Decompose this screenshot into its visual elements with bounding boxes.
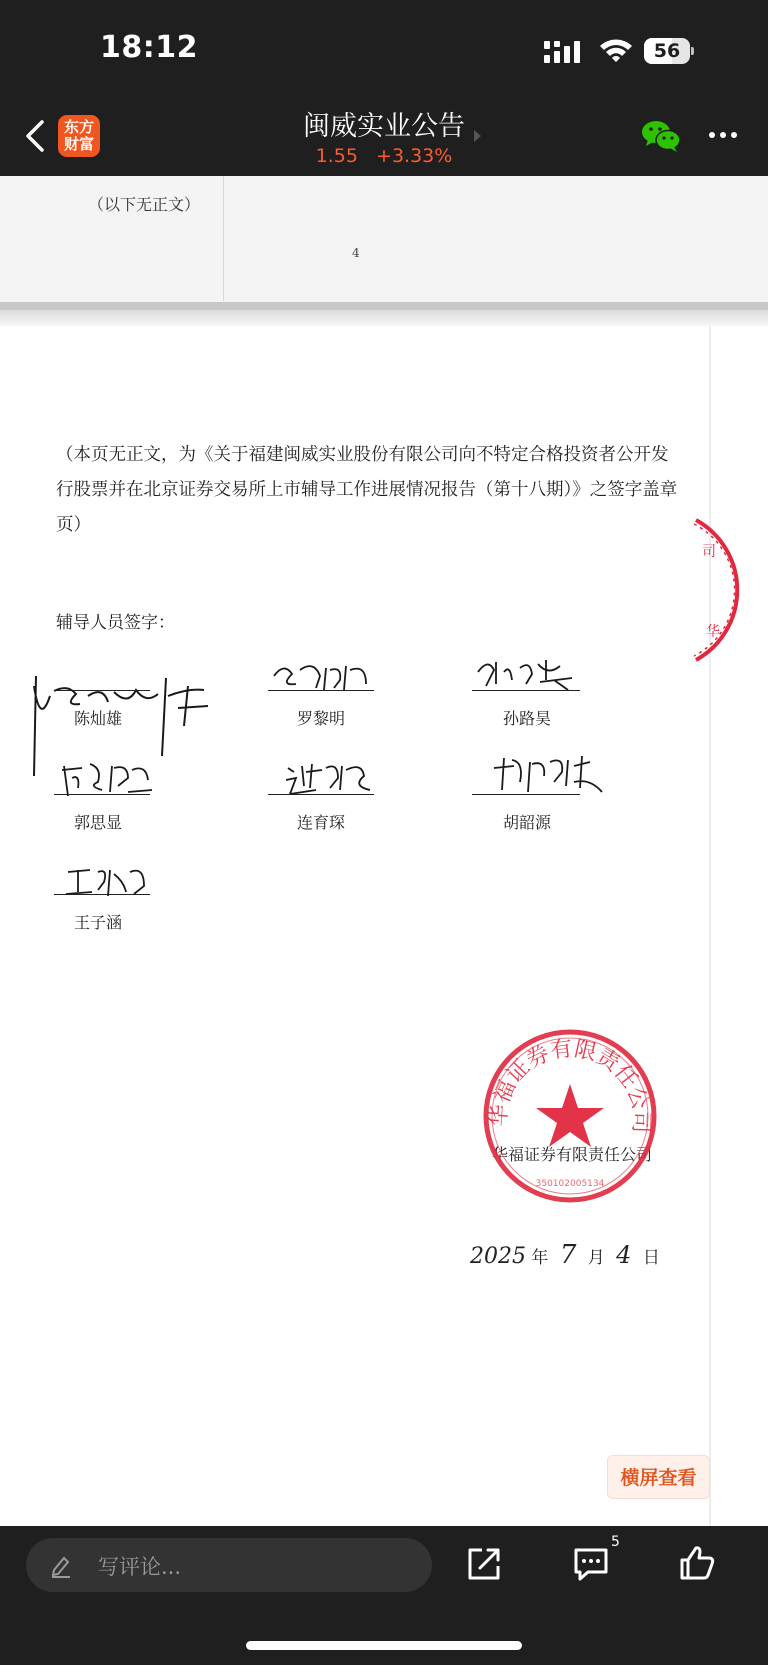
seal-text: 华福证券有限责任公司 — [486, 1036, 654, 1134]
signer-name-2: 罗黎明 — [296, 709, 345, 728]
page-divider-shadow — [0, 310, 768, 326]
home-indicator[interactable] — [246, 1641, 522, 1650]
page-title: 闽威实业公告 — [303, 111, 465, 142]
date-day: 4 — [616, 1241, 632, 1269]
comment-icon[interactable] — [572, 1546, 610, 1582]
page-number: 4 — [352, 246, 360, 260]
signer-name-6: 胡韶源 — [502, 813, 551, 832]
signature-scribble-6 — [490, 752, 610, 800]
comment-input[interactable] — [26, 1538, 432, 1592]
company-name: 华福证券有限责任公司 — [492, 1145, 653, 1164]
signature-label: 辅导人员签字： — [56, 613, 175, 633]
app-logo[interactable]: 东方 财富 — [58, 115, 100, 157]
seal-stamp-edge — [690, 516, 768, 806]
signature-line-6 — [472, 794, 580, 795]
top-bar — [0, 0, 768, 176]
edit-icon — [48, 1552, 74, 1578]
signature-line-3 — [472, 690, 580, 691]
stock-change: +3.33% — [376, 145, 453, 167]
signature-line-2 — [268, 690, 374, 691]
signature-line-7 — [54, 894, 150, 895]
signature-scribble-7 — [64, 862, 154, 902]
wechat-icon[interactable] — [640, 118, 682, 154]
signature-line-4 — [54, 794, 150, 795]
signer-name-7: 王子涵 — [73, 913, 122, 932]
more-icon[interactable] — [706, 118, 740, 152]
signer-name-3: 孙路昊 — [502, 709, 551, 728]
signer-name-4: 郭思显 — [73, 813, 122, 832]
page-edge — [709, 326, 711, 1526]
svg-text:司: 司 — [702, 544, 716, 560]
comment-count-badge: 5 — [611, 1534, 620, 1550]
date-year-unit: 年 — [531, 1248, 549, 1268]
signer-name-1: 陈灿雄 — [73, 709, 122, 728]
signature-page-intro: （本页无正文，为《关于福建闽威实业股份有限公司向不特定合格投资者公开发行股票并在北京证券交易所上市辅导工作进展情况报告（第十八期）》之签字盖章页） — [56, 445, 678, 535]
date-day-unit: 日 — [642, 1248, 660, 1268]
page-divider — [0, 302, 768, 310]
quote-arrow-icon[interactable] — [474, 130, 481, 142]
landscape-view-button[interactable]: 横屏查看 — [607, 1455, 710, 1499]
signing-date — [470, 1240, 660, 1270]
date-month-unit: 月 — [587, 1248, 605, 1268]
battery-indicator — [644, 38, 694, 64]
wifi-icon — [598, 36, 634, 64]
bottom-bar — [0, 1526, 768, 1665]
document-viewer[interactable] — [0, 176, 768, 1526]
svg-text:华: 华 — [706, 624, 720, 640]
stock-price: 1.55 — [315, 145, 358, 167]
no-text-note: （以下无正文） — [88, 195, 201, 214]
like-icon[interactable] — [678, 1544, 716, 1582]
seal-number: 350102005134 — [535, 1179, 605, 1189]
signer-name-5: 连育琛 — [296, 813, 345, 832]
date-year: 2025 — [470, 1244, 526, 1269]
status-time: 18:12 — [100, 30, 198, 65]
battery-level: 56 — [653, 40, 681, 62]
comment-placeholder: 写评论... — [98, 1555, 182, 1579]
previous-page-bottom — [0, 176, 768, 306]
signature-scribble-3 — [474, 654, 584, 694]
company-seal — [480, 1026, 660, 1206]
signature-line-1 — [54, 690, 150, 691]
share-icon[interactable] — [466, 1546, 502, 1582]
signal-icon — [544, 40, 584, 64]
date-month: 7 — [559, 1240, 577, 1270]
signature-line-5 — [268, 794, 374, 795]
